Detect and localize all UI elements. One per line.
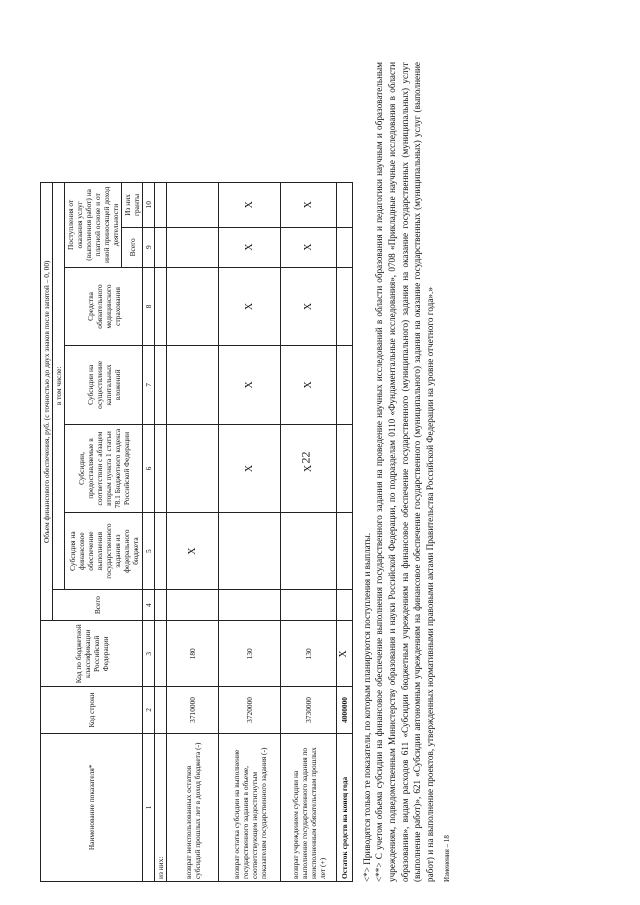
row-c6 bbox=[337, 424, 352, 513]
row-kbk: 130 bbox=[219, 621, 281, 687]
row-c7: X bbox=[281, 346, 337, 424]
header-subsidy-capital: Субсидии на осуществление капитальных вложений bbox=[65, 346, 143, 424]
row-c7 bbox=[167, 346, 219, 424]
row-c10: X bbox=[219, 183, 281, 228]
row-code: 3710000 bbox=[167, 687, 219, 734]
row-c5 bbox=[337, 513, 352, 589]
column-number: 3 bbox=[143, 621, 155, 687]
table-row bbox=[155, 183, 167, 882]
row-c5 bbox=[155, 513, 167, 589]
row-code: 4000000 bbox=[337, 687, 352, 734]
row-code: 3730000 bbox=[281, 687, 337, 734]
table-row bbox=[337, 183, 352, 882]
row-c8 bbox=[155, 267, 167, 345]
row-c6 bbox=[167, 424, 219, 513]
column-number: 2 bbox=[143, 687, 155, 734]
column-number: 1 bbox=[143, 733, 155, 881]
column-number: 9 bbox=[143, 227, 155, 267]
footnotes bbox=[361, 62, 453, 882]
column-number: 8 bbox=[143, 267, 155, 345]
row-c6: X bbox=[219, 424, 281, 513]
header-budget-code: Код по бюджетной классификации Российской Федерации bbox=[41, 621, 143, 687]
header-income-cell bbox=[65, 183, 143, 268]
row-c10 bbox=[337, 183, 352, 228]
revision-note: Изменения – 18 bbox=[442, 835, 451, 882]
row-c9: X bbox=[219, 227, 281, 267]
header-income-total: Всего bbox=[122, 227, 143, 266]
table-row bbox=[219, 183, 281, 882]
row-c9: X bbox=[281, 227, 337, 267]
row-name: возврат учреждением субсидии на выполнение государственного задания по неисполненным обязательствам прошлых лет (+) bbox=[281, 733, 337, 881]
row-c7: X bbox=[219, 346, 281, 424]
column-number: 6 bbox=[143, 424, 155, 513]
header-income: Поступления от оказания услуг (выполнения работ) на платной основе и от иной приносящей доход деятельности bbox=[65, 183, 122, 267]
row-c10: X bbox=[281, 183, 337, 228]
row-c9 bbox=[155, 227, 167, 267]
row-c6: X bbox=[281, 424, 337, 513]
row-c5 bbox=[281, 513, 337, 589]
row-c9 bbox=[337, 227, 352, 267]
row-name: Остаток средств на конец года bbox=[337, 733, 352, 881]
header-volume: Объем финансового обеспечения, руб. (с точностью до двух знаков после запятой – 0, 00) bbox=[41, 183, 53, 621]
row-kbk: 180 bbox=[167, 621, 219, 687]
row-total bbox=[155, 589, 167, 621]
row-name: возврат неиспользованных остатков субсидий прошлых лет в доход бюджета (-) bbox=[167, 733, 219, 881]
row-c8: X bbox=[281, 267, 337, 345]
footnote-1: <*> Приводятся только те показатели, по которым планируются поступления и выплаты. bbox=[361, 532, 372, 882]
row-kbk: 130 bbox=[281, 621, 337, 687]
row-code: 3720000 bbox=[219, 687, 281, 734]
row-c8 bbox=[337, 267, 352, 345]
row-total bbox=[337, 589, 352, 621]
table-row bbox=[281, 183, 337, 882]
table-row bbox=[167, 183, 219, 882]
row-kbk: X bbox=[337, 621, 352, 687]
row-c9 bbox=[167, 227, 219, 267]
row-c10 bbox=[155, 183, 167, 228]
column-number: 4 bbox=[143, 589, 155, 621]
column-number-row bbox=[143, 183, 155, 882]
row-c6 bbox=[155, 424, 167, 513]
column-number: 7 bbox=[143, 346, 155, 424]
row-c8: X bbox=[219, 267, 281, 345]
row-kbk bbox=[155, 621, 167, 687]
header-subsidy-78: Субсидии, предоставляемые в соответствии с абзацем вторым пункта 1 статьи 78.1 Бюджетного кодекса Российской Федерации bbox=[65, 424, 143, 513]
header-subsidy-state: Субсидия на финансовое обеспечение выполнения государственного задания из федерального бюджета bbox=[65, 513, 143, 589]
header-incl: в том числе: bbox=[53, 183, 65, 590]
header-row-code: Код строки bbox=[41, 687, 143, 734]
row-total bbox=[167, 589, 219, 621]
column-number: 10 bbox=[143, 183, 155, 228]
rotated-page-content bbox=[40, 22, 600, 882]
row-name: возврат остатка субсидии на выполнение государственного задания в объеме, соответствующем недостигнутым показателям государственного задания (-) bbox=[219, 733, 281, 881]
income-subtable bbox=[65, 183, 142, 267]
header-name: Наименование показателя* bbox=[41, 733, 143, 881]
row-name: из них: bbox=[155, 733, 167, 881]
row-c7 bbox=[155, 346, 167, 424]
row-total bbox=[219, 589, 281, 621]
row-c5: X bbox=[167, 513, 219, 589]
row-c5 bbox=[219, 513, 281, 589]
row-code bbox=[155, 687, 167, 734]
row-c10 bbox=[167, 183, 219, 228]
header-income-grants: Из них гранты bbox=[123, 193, 142, 217]
header-total: Всего bbox=[53, 589, 143, 621]
row-c8 bbox=[167, 267, 219, 345]
column-number: 5 bbox=[143, 513, 155, 589]
header-oms: Средства обязательного медицинского страхования bbox=[65, 267, 143, 345]
page-number: 22 bbox=[298, 451, 313, 464]
footnote-2: <**> С учетом объема субсидии на финансовое обеспечение выполнения государственного задания на проведение научных исследований в области образования и педагогики научным и образовательным учреждениям, подведомственным Министерству образования и науки Российской Федерации, по подразделам 0110 «Фундаментальные исследования», 0708 «Прикладные научные исследования в области образования», видам расходов 611 «Субсидии бюджетным учреждениям на финансовое обеспечение государственного (муниципального) задания на оказание государственных (муниципальных) услуг (выполнение работ)», 621 «Субсидии автономным учреждениям на финансовое обеспечение государственного (муниципального) задания на оказание государственных (муниципальных) услуг (выполнение работ) и на выполнение проектов, утвержденных нормативными правовыми актами Правительства Российской Федерации на уровне отчетного года».» bbox=[374, 62, 435, 882]
financial-table bbox=[40, 182, 353, 882]
row-total bbox=[281, 589, 337, 621]
row-c7 bbox=[337, 346, 352, 424]
